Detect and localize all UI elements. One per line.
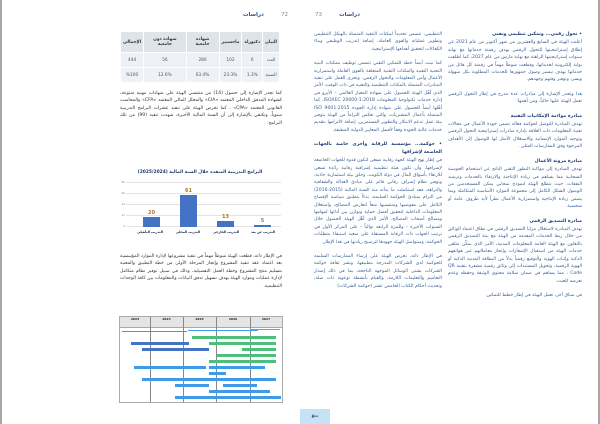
table-cell: 102 xyxy=(219,53,242,68)
bar-value-label: 13 xyxy=(222,214,229,220)
gantt-milestone-line xyxy=(188,330,258,331)
table-cell: %100 xyxy=(121,68,144,83)
gantt-task-bar xyxy=(209,390,270,393)
table-cell: 12.6% xyxy=(144,68,186,83)
table-cell: 280 xyxy=(186,53,219,68)
back-button[interactable] xyxy=(300,409,330,424)
gridline xyxy=(126,204,281,205)
table-cell: 23.3% xyxy=(219,68,242,83)
bar-qualifying-training xyxy=(143,217,160,227)
bar-value-label: 20 xyxy=(148,210,155,216)
paragraph: في سياق آخر، تعمل الهيئة في إطار خطط للتمكين xyxy=(486,293,582,299)
gantt-task-bar xyxy=(192,336,276,339)
initiative-heading-business-resilience: مبادرة مرونة الأعمال xyxy=(534,158,582,164)
gantt-task-bar xyxy=(209,372,226,375)
gantt-year-label: 2027 xyxy=(261,317,271,321)
staff-qualifications-table xyxy=(120,31,280,83)
gantt-task-bar xyxy=(131,342,189,345)
paragraph: التنظيمي، تتضمن تحديداً لمكنات التنفيذ المتصلة بالهيكل التنظيمي وتطوير عملياته والقوى العاملة، إضافة لتدريب الوظيفي وبناء الكفاءات لتحقيق أهدافها الإستراتيجية. xyxy=(314,32,442,52)
gantt-task-bar xyxy=(175,384,209,387)
gantt-task-bar xyxy=(175,396,281,399)
table-row xyxy=(121,68,280,83)
table-header-cell: شهادة جامعية xyxy=(186,32,219,53)
paragraph: تهدف المبادرة لاستغلال مزايا التصديق الرقمي في نطاق اعتماد الوثائق من خلال ربط الخدمات المقدمة من الهيئة مع بيئة التصديق الرقمي بالتعاون مع الهيئة العامة للمعلومات المدنية، الأمر الذي يمكّن متلقي خدمات الهيئة من استقبال الإشعارات وإنجاز معاملاتهم عبر هواتفهم الذكية وإثبات الهوية والتوقيع رقمياً بدلاً من البطاقة المدنية الذكية أو الهوية الرقمية، وتحويل المستندات إلى وثائق رقمية مشفرة بتقنية QR Code ، مما يساهم في ضمان سلامة محتوى الوثيقة وحفظه وعدم تعرضه للعبث. xyxy=(448,226,582,284)
gantt-milestone-line xyxy=(122,331,187,332)
table-row xyxy=(121,53,280,68)
paragraph: في إطار نهج الهيئة كجهة رقابية تسعى لتكون قدوة للجهات الخاضعة لإشرافها، وأن تكون هيئة تنظيمية إشرافية رقابية رائدة تسعى للارتقاء بأسواق المال في دولة الكويت، وخلق بيئة استثمارية جاذبة، وتوفير نظام إشراف رقابي قائم على مبادئ العدالة والشفافية والنزاهة، فقد استكملت ما بدأته منذ السنة المالية (2015-2016) من التزام بمبادئ الحوكمة السليمة، بدءاً بتطبيق سياسة الإفصاح الكامل على مفوضيها ومنتسبيها منعاً لتعارض المصالح، واستغلال المعلومات الداخلية لتحقيق أفضل حماية وتوازن بين أدائها لمهامها ومصالح أصحاب المصالح، الأمر الذي أهّل الهيئة الحصول خلال السنوات الأخيرة - وللمرة الرابعة توالياً - على المركز الأول في ترتيب الجهات ذات الرقابة المستقلة على صعيد استيفاء متطلبات الحوكمة، وستواصل الهيئة جهودها لترسيخ ريادتها في هذا الإطار. xyxy=(314,158,442,245)
table-header-cell: شهادة دون جامعية xyxy=(144,32,186,53)
section-heading-digital-transformation: • تحول رقمي... وتمكين تنظيمي وتقني xyxy=(492,32,582,37)
x-axis-label: التدريب الخارجي xyxy=(212,230,240,234)
table-header-cell: الإجمالي xyxy=(121,32,144,53)
gantt-task-bar xyxy=(209,342,276,345)
gantt-task-bar xyxy=(242,348,276,351)
y-tick-label: 40 xyxy=(121,202,125,206)
x-axis-label: التدريب عن بعد xyxy=(251,230,275,234)
table-cell: 6 xyxy=(242,53,263,68)
paragraph: تهدف المبادرة إلى مواكبة التطور التقني الناتج عن استخدام الحوسبة السحابية مما يساهم في زيادة الإنتاجية والارتقاء بالخدمات وترشيد النفقات، حيث تتطلع الهيئة لنموذج سحابي يمكن المستخدمين من الوصول الشكل الكامل إلى مجموعة الموارد الأساسية المتكاملة وبما يضمن زيادة الإنتاجية واستمرارية الأعمال نظراً لأية ظروف عامة أو شخصية. xyxy=(448,167,582,210)
paragraph: أعلنت الهيئة في السابع والعشرين من شهر أكتوبر من عام 2021 عن إطلاق إستراتيجيتها للتحول الرقمي بهدف رقمنة خدماتها مع نهاية سنوات إستراتيجيتها الراهنة مع نهاية مارس من عام 2027، كما أطلقت بوابة إلكترونية لخدماتها، وقطعت شوطاً مهماً في رقمنة كل هائل من خدماتها بهدف تيسير وصول جمهورها للخدمات المطلوبة بكل سهولة ويسر، وتوفير وقتهم وجهدهم. xyxy=(448,40,582,83)
table-cell: العدد xyxy=(263,53,280,68)
left-page-text-block-2 xyxy=(120,253,282,297)
x-axis-label: التدريب التأهيلي xyxy=(137,230,163,234)
left-page-text-block-1 xyxy=(120,90,282,134)
paragraph: في الإطار ذاته، قطعت الهيئة شوطاً مهماً في تنفيذ مشروعها لإدارة الموارد المؤسسية بعد اعتماد عقد تنفيذ المشروع وإنجاز المرحلة الأولى من خطة التطبيق والمعنية بتسليم منتج المشروع وخطة العمل التفصيلية، وذلك في سبيل توفير نظام متكامل لإدارة عمليات وموارد الهيئة بهدف تسهيل تدفق البيانات والمعلومات بين كافة الوحدات التنظيمية. xyxy=(120,254,282,289)
left-page-header xyxy=(243,12,288,24)
y-tick-label: 60 xyxy=(121,191,125,195)
paragraph: في الإطار ذاته، تحرص الهيئة على إرساء الممارسات السليمة للحوكمة لدى الشركات المدرجة بتطبيقها، ونشر ثقافة حوكمة الشركات بشتى الوسائل الموجهة الناجحة، بما في ذلك إصدار التعاميم والتعليمات اللازمة، والقيام بأنشطة توعوية ذات صلة، وتحديث أحكام الكتاب الخامس عشر (حوكمة الشركات) xyxy=(314,253,442,289)
bar-local-training xyxy=(180,195,197,227)
gantt-task-bar xyxy=(209,360,276,363)
gantt-year-divider xyxy=(150,317,151,402)
table-header-cell: ماجستير xyxy=(219,32,242,53)
initiative-heading-tech-alignment: مبادرة مواءمة الإمكانيات التقنية xyxy=(510,113,582,119)
table-header-cell: البيان xyxy=(263,32,280,53)
gridline xyxy=(126,193,281,194)
y-tick-label: 80 xyxy=(121,180,125,184)
table-cell: النسبة xyxy=(263,68,280,83)
right-page-right-column xyxy=(448,31,582,307)
table-cell: 63.4% xyxy=(186,68,219,83)
gantt-task-bar xyxy=(217,354,276,357)
table-header-row xyxy=(121,32,280,53)
gantt-year-label: 2024 xyxy=(162,317,171,321)
gantt-task-bar xyxy=(223,384,257,387)
gantt-task-bar xyxy=(134,366,206,369)
gantt-task-bar xyxy=(142,348,209,351)
table-cell: 56 xyxy=(144,53,186,68)
gantt-year-label: 2025 xyxy=(195,317,204,321)
gantt-task-bar xyxy=(209,366,265,369)
section-heading-governance: • حوكمة... مؤسسية للرقابة وأخرى خاصة بالجهات الخاضعة لإشرافها xyxy=(314,142,442,155)
gantt-year-label: 2023 xyxy=(130,317,140,321)
paragraph: تهدف المبادرة للتوصل لحوكمة فعالة تضمن جودة الأعمال في مجالات تقنية المعلومات ذات العلاقة بإدارة مبادرات إستراتيجية التحول الرقمي وتوجيه الموارد الإنسانية والاستغلال الأمثل لها للوصول إلى الأهداف المرجوة وفق الممارسات المثلى. xyxy=(448,122,582,150)
right-page-left-column xyxy=(314,31,442,297)
table-cell: 444 xyxy=(121,53,144,68)
arrow-left-icon: ← xyxy=(311,411,319,422)
right-page-header xyxy=(315,12,360,24)
training-programs-bar-chart xyxy=(120,170,285,242)
chart-plot-area xyxy=(121,180,281,228)
initiative-heading-digital-certification: مبادرة التصديق الرقمي xyxy=(529,218,582,224)
y-tick-label: 20 xyxy=(121,213,125,217)
chart-title: البرامج التدريبية المنفذة خلال السنة المالية (2025/2024) xyxy=(137,170,263,175)
paragraph: هذا وتجدر الإشارة إلى مبادرات عدة تندرج في إطار التحول الرقمي تعمل الهيئة عليها حالياً، ومن أهمها: xyxy=(448,91,582,105)
gantt-year-divider xyxy=(183,317,184,402)
paragraph: كما تبنت أيضاً خطة للتمكين التقني تتضمن توظيف ممكنات البنية التحتية التقنية والمكنات التقنية المتعلقة بالقوى العاملة واستمرارية الأعمال وأمن المعلومات والتحول الرقمي. وتجري العمل على تنفيذ المبادرات المتصلة بالمكنات التنظيمية والتقنية في ذات الوقت، الأمر الذي أهّل الهيئة للحصول على شهادة المعيار العالمي – الأيزو في إدارة خدمات تكنولوجيا المعلومات ISO/IEC 20000-1:2018، كما أهّلها أيضاً للحصول على شهادة إدارة الجودة ISO 9001:2015 المتصلة بأعمال المشتريات، والتي تعكس التزاماً من الهيئة بتوفير بيئة عمل تدعم الابتكار والتطوير المستمرين، إضافة لالتزامها بتقديم خدمات عالية الجودة وفقاً لأفضل المعايير الدولية المطبقة. xyxy=(314,61,442,133)
table-cell: 1.3% xyxy=(242,68,263,83)
right-page-section-title: دراسات xyxy=(339,12,360,18)
bar-remote-training xyxy=(254,225,271,228)
bar-value-label: 61 xyxy=(185,188,192,194)
bar-external-training xyxy=(217,221,234,228)
gridline xyxy=(126,182,281,183)
left-page-number: 72 xyxy=(281,12,288,18)
gantt-milestone-line xyxy=(250,329,280,330)
y-tick-label: 0 xyxy=(123,224,125,228)
viewer-left-edge xyxy=(0,0,2,424)
gantt-timeline-header xyxy=(120,317,282,328)
paragraph: كما تجدر الإشارة إلى حصول (14) من منتسبي الهيئة على شهادات مهنية متنوعة، كشهادة المدقق الداخلي المعتمد «CIA» والمحلل المالي المعتمد «CFA» والمحاسب القانوني المعتمد «CPA» ، كما تحرص الهيئة على تنفيذ عشرات البرامج التدريبية سنوياً، ونكتفي بالإشارة إلى أن السنة المالية الأخيرة، شهدت تنفيذ (99) من تلك البرامج: xyxy=(120,91,283,126)
table-header-cell: دكتوراة xyxy=(242,32,263,53)
bar-value-label: 5 xyxy=(260,218,265,224)
gantt-task-bar xyxy=(142,378,276,381)
left-page-section-title: دراسات xyxy=(243,12,264,18)
right-page-number: 73 xyxy=(315,12,322,18)
x-axis-label: التدريب المحلي xyxy=(175,230,201,234)
gantt-year-label: 2026 xyxy=(228,317,238,321)
erp-project-gantt-chart xyxy=(119,316,283,403)
